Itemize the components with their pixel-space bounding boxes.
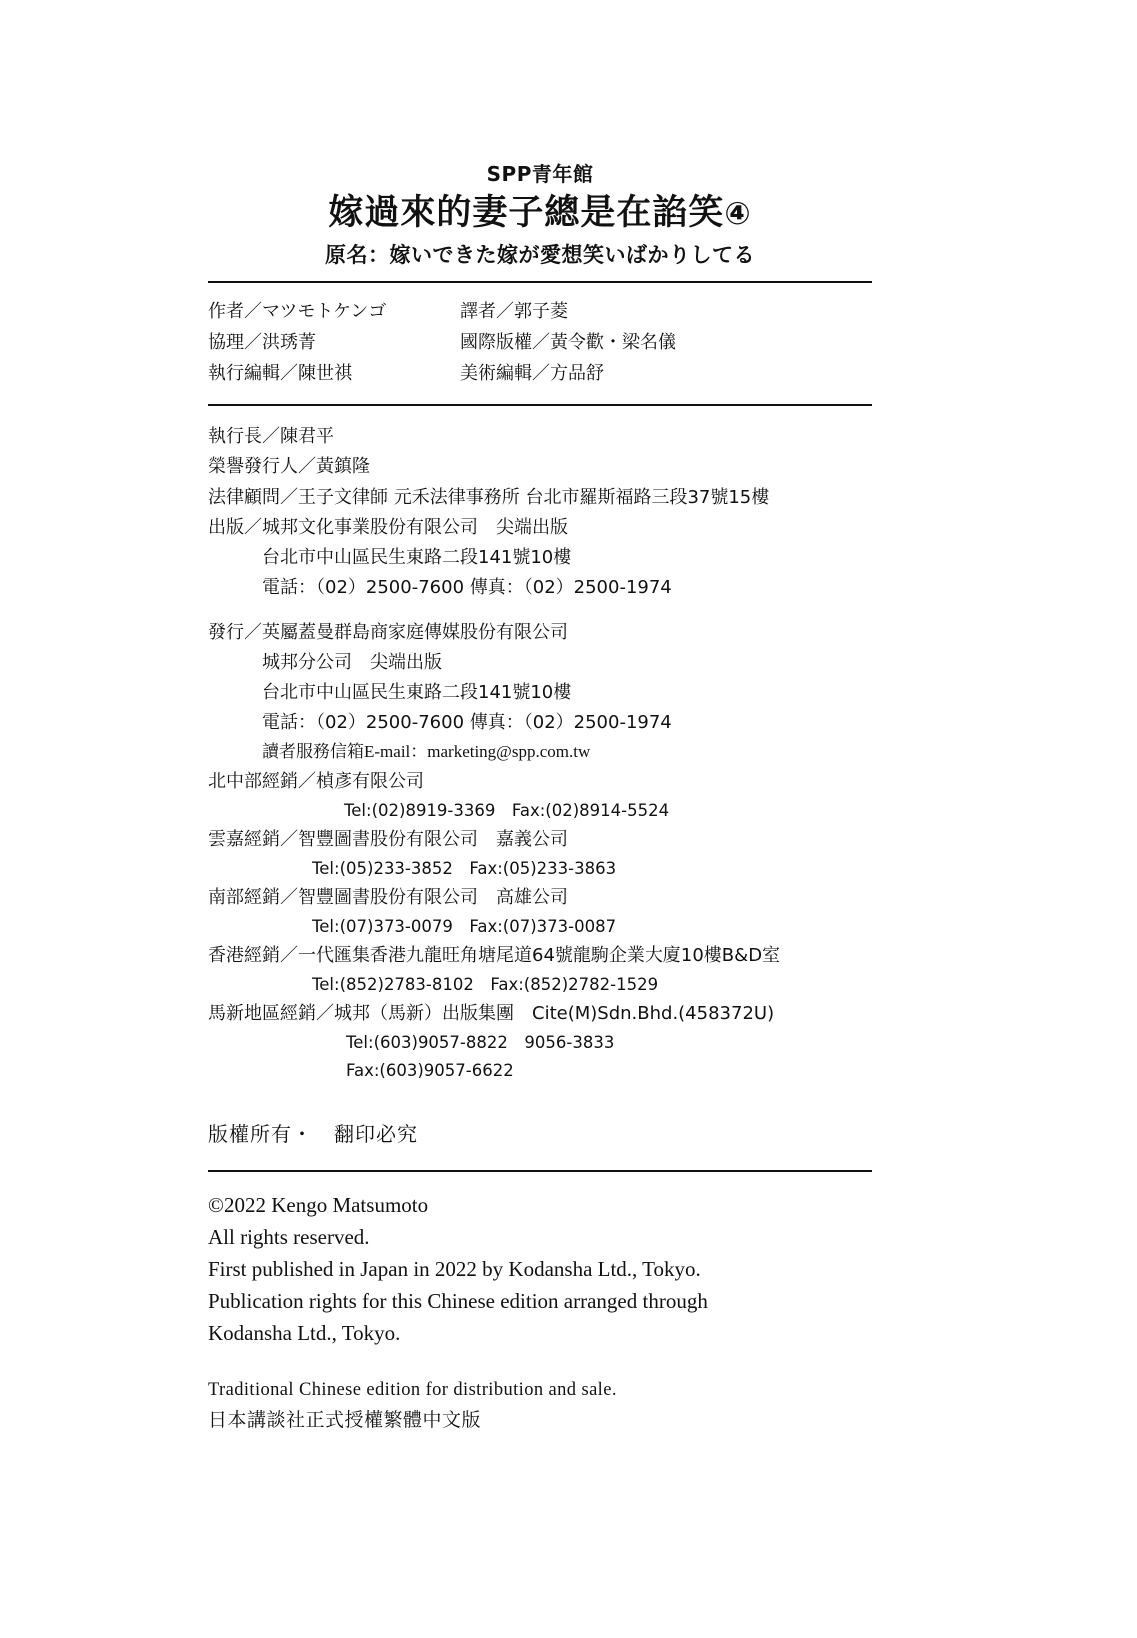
volume-number: ④ <box>724 196 752 232</box>
original-title: 原名：嫁いできた嫁が愛想笑いばかりしてる <box>325 243 755 268</box>
staff-author: 作者／マツモトケンゴ <box>208 301 387 323</box>
traditional-chinese-edition-line: Traditional Chinese edition for distribution and sale. <box>208 1379 617 1400</box>
region-yunjia-name: 雲嘉經銷／智豐圖書股份有限公司 嘉義公司 <box>208 828 568 850</box>
reader-service-email: 讀者服務信箱E-mail：marketing@spp.com.tw <box>262 742 591 762</box>
page-title <box>208 193 872 233</box>
staff-international-rights: 國際版權／黃令歡・梁名儀 <box>460 332 676 354</box>
region-south-contact: Tel:(07)373-0079 Fax:(07)373-0087 <box>312 917 617 937</box>
publisher-phone: 電話：（02）2500-7600 傳真：（02）2500-1974 <box>262 577 672 599</box>
staff-art-editor: 美術編輯／方品舒 <box>460 363 604 385</box>
legal-advisor-line: 法律顧問／王子文律師 元禾法律事務所 台北市羅斯福路三段37號15樓 <box>208 486 770 508</box>
title-text: 嫁過來的妻子總是在諂笑 <box>328 193 725 233</box>
colophon-block <box>208 158 872 1435</box>
region-malaysia-singapore-name: 馬新地區經銷／城邦（馬新）出版集團 Cite(M)Sdn.Bhd.(458372U) <box>208 1002 775 1024</box>
staff-assistant-manager: 協理／洪琇菁 <box>208 332 316 354</box>
distributor-line: 發行／英屬蓋曼群島商家庭傳媒股份有限公司 <box>208 621 568 643</box>
all-rights-reserved-line: All rights reserved. <box>208 1224 370 1249</box>
staff-row <box>208 297 872 328</box>
divider-bottom <box>208 1170 872 1172</box>
publication-rights-line: Publication rights for this Chinese edition arranged through <box>208 1288 708 1313</box>
staff-row <box>208 359 872 390</box>
spacer <box>208 604 872 618</box>
first-published-line: First published in Japan in 2022 by Kodansha Ltd., Tokyo. <box>208 1256 701 1281</box>
english-rights-block <box>208 1182 872 1435</box>
distributor-address: 台北市中山區民生東路二段141號10樓 <box>262 681 572 703</box>
staff-row <box>208 328 872 359</box>
honorary-publisher-line: 榮譽發行人／黃鎮隆 <box>208 456 370 478</box>
divider-staff <box>208 404 872 406</box>
publisher-address: 台北市中山區民生東路二段141號10樓 <box>262 547 572 569</box>
kodansha-authorization-line: 日本講談社正式授權繁體中文版 <box>208 1408 482 1431</box>
region-malaysia-singapore-fax: Fax:(603)9057-6622 <box>346 1060 514 1080</box>
kodansha-line: Kodansha Ltd., Tokyo. <box>208 1320 401 1345</box>
distributor-branch: 城邦分公司 尖端出版 <box>262 651 442 673</box>
staff-executive-editor: 執行編輯／陳世祺 <box>208 363 352 385</box>
region-north-central-contact: Tel:(02)8919-3369 Fax:(02)8914-5524 <box>344 801 670 821</box>
region-yunjia-contact: Tel:(05)233-3852 Fax:(05)233-3863 <box>312 859 617 879</box>
staff-translator: 譯者／郭子菱 <box>460 301 568 323</box>
divider-top <box>208 281 872 283</box>
rights-notice: 版權所有・ 翻印必究 <box>208 1122 418 1147</box>
imprint-label: SPP青年館 <box>486 162 594 186</box>
copyright-line: ©2022 Kengo Matsumoto <box>208 1193 429 1218</box>
distributor-phone: 電話：（02）2500-7600 傳真：（02）2500-1974 <box>262 712 672 734</box>
region-malaysia-singapore-contact: Tel:(603)9057-8822 9056-3833 <box>346 1033 615 1053</box>
publisher-info <box>208 416 872 1160</box>
region-hongkong-name: 香港經銷／一代匯集香港九龍旺角塘尾道64號龍駒企業大廈10樓B&D室 <box>208 944 781 966</box>
region-south-name: 南部經銷／智豐圖書股份有限公司 高雄公司 <box>208 886 568 908</box>
publisher-line: 出版／城邦文化事業股份有限公司 尖端出版 <box>208 516 568 538</box>
region-north-central-name: 北中部經銷／楨彥有限公司 <box>208 771 424 792</box>
ceo-line: 執行長／陳君平 <box>208 426 334 448</box>
region-hongkong-contact: Tel:(852)2783-8102 Fax:(852)2782-1529 <box>312 975 659 995</box>
staff-credits <box>208 293 872 394</box>
